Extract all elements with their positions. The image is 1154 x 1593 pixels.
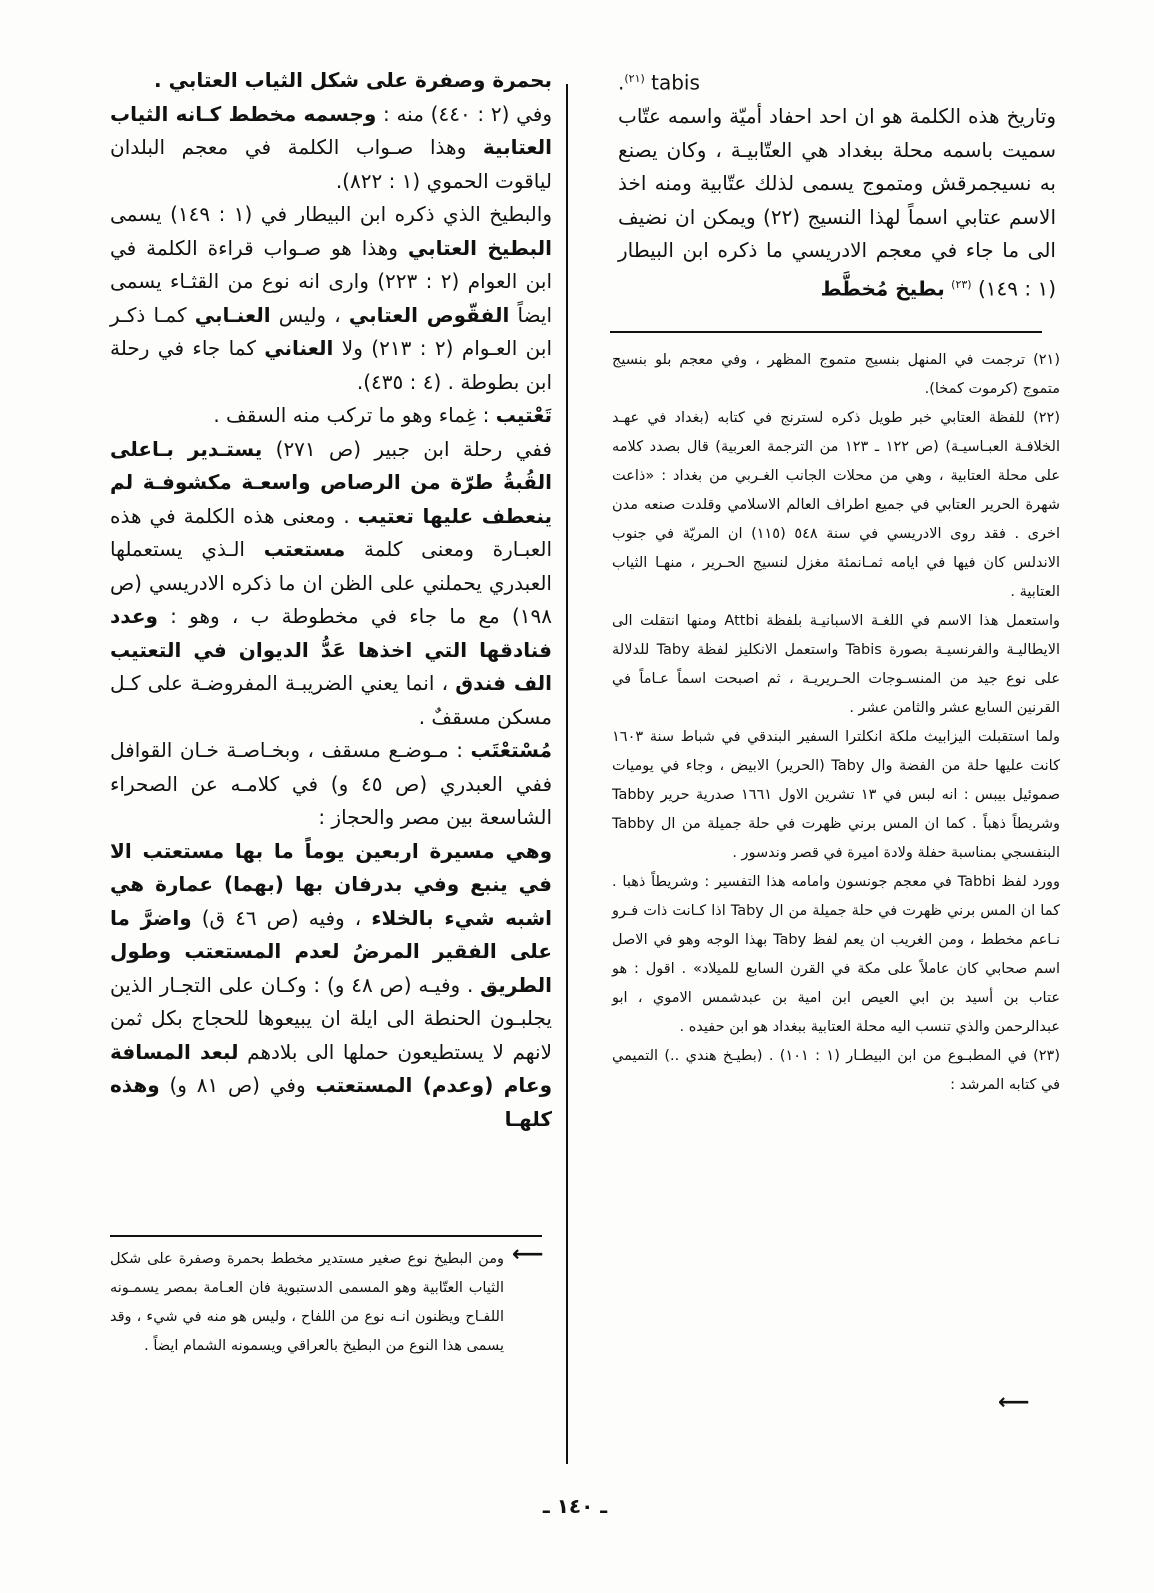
left-column-body [110, 64, 552, 1136]
left-paragraph: بحمرة وصفرة على شكل الثياب العتابي . [154, 68, 552, 92]
right-column-lead: tabis $^{(٢١)}$. [618, 70, 700, 95]
page-number: ـ ١٤٠ ـ [542, 1494, 608, 1518]
footnote-21: (٢١) ترجمت في المنهل بنسيج متموج المظهر ، وفي معجم بلو بنسيج متموج (كرموت كمخا). [612, 352, 1060, 397]
left-paragraph: وفي (٢ : ٤٤٠) منه : وجسمه مخطط كـانه الثياب العتابية وهذا صـواب الكلمة في معجم البلدان لياقوت الحموي (١ : ٨٢٢). [110, 101, 553, 193]
left-footnote-text: ومن البطيخ نوع صغير مستدير مخطط بحمرة وصفرة على شكل الثياب العتّابية وهو المسمى الدستبوية فان العـامة بمصر يسمـونه اللفـاح ويظنون انـه نوع من اللفاح ، وليس هو منه في شيء ، وقد يسمى هذا النوع من البطيخ بالعراقي ويسمونه الشمام ايضاً . [110, 1251, 504, 1354]
footnote-divider-left [110, 1235, 542, 1237]
footnote-divider-right [610, 331, 1042, 333]
left-footnote [110, 1245, 540, 1361]
footnote-22-continued: واستعمل هذا الاسم في اللغـة الاسبانيـة بلفظة Attbi ومنها انتقلت الى الايطاليـة والفرنسيـة بصورة Tabis واستعمل الانكليز لفظة Taby للدلالة على نوع جيد من المنسـوجات الحـريريـة ، ثم اصبحت اسماً عـاماً في القرنين السابع عشر والثامن عشر . [612, 613, 1061, 716]
right-column-paragraph: وتاريخ هذه الكلمة هو ان احد احفاد أميّة واسمه عتّاب سميت باسمه محلة ببغداد هي العتّابيـة ، وكان يصنع به نسيجمرقش ومتموج يسمى لذلك عتّابية ومنه اخذ الاسم عتابي اسماً لهذا النسيج (٢٢) ويمكن ان نضيف الى ما جاء في معجم الادريسي ما ذكره ابن البيطار (١ : ١٤٩) $^{(٢٣)}$ بطيخ مُخطَّط [618, 104, 1056, 301]
footnote-22-continued: ولما استقبلت اليزابيث ملكة انكلترا السفير البندقي في شباط سنة ١٦٠٣ كانت عليها حلة من الفضة وال Taby (الحرير) الابيض ، وجاء في يوميات صموئيل بيبس : انه لبس في ١٣ تشرين الاول ١٦٦١ صدرية حرير Tabby وشريطاً ذهباً . كما ان المس برني ظهرت في حلة جميلة من ال Tabby البنفسجي بمناسبة حفلة ولادة اميرة في قصر وندسور . [612, 729, 1061, 861]
left-paragraph: وهي مسيرة اربعين يوماً ما بها مستعتب الا في ينبع وفي بدرفان بها (بهما) عمارة هي اشبه شيء بالخلاء ، وفيه (ص ٤٦ ق) واضرَّ ما على الفقير المرضُ لعدم المستعتب وطول الطريق . وفيـه (ص ٤٨ و) : وكـان على التجـار الذين يجلبـون الحنطة الى ايلة ان يبيعوها للحجاج بكل ثمن لانهم لا يستطيعون حملها الى بلادهم لبعد المسافة وعام (وعدم) المستعتب وفي (ص ٨١ و) وهذه كلهـا [110, 838, 553, 1131]
footnote-22: (٢٢) للفظة العتابي خبر طويل ذكره لسترنج في كتابه (بغداد في عهـد الخلافـة العبـاسيـة) (ص ١٢٢ ـ ١٢٣ من الترجمة العربية) قال بصدد كلامه على محلة العتابية ، وهي من محلات الجانب الغـربي من بغداد : «ذاعت شهرة الحرير العتابي في جميع اطراف العالم الاسلامي وقلدت صنعه مدن اخرى . فقد روى الادريسي في سنة ٥٤٨ (١١٥) ان المريّة في جنوب الاندلس كان فيها في ايامه ثمـانمئة مغزل لنسيج الحـرير ، منهـا الثياب العتابية . [612, 410, 1060, 600]
left-paragraph: تَعْتيب : غِماء وهو ما تركب منه السقف . [213, 403, 552, 427]
right-column-body [618, 62, 1056, 306]
continuation-arrow-icon: ⟵ [998, 1390, 1030, 1415]
left-paragraph: ففي رحلة ابن جبير (ص ٢٧١) يستـدير بـاعلى القُبةُ طرّة من الرصاص واسعـة مكشوفـة لم ينعطف عليها تعتيب . ومعنى هذه الكلمة في هذه العبـارة ومعنى كلمة مستعتب الـذي يستعملها العبدري يحملني على الظن ان ما ذكره الادريسي (ص ١٩٨) مع ما جاء في مخطوطة ب ، وهو : وعدد فنادقها التي اخذها عَدُّ الديوان في التعتيب الف فندق ، انما يعني الضريبـة المفروضـة على كـل مسكن مسقفٌ . [110, 436, 553, 729]
column-divider [566, 84, 568, 1464]
footnote-22-continued: وورد لفظ Tabbi في معجم جونسون وامامه هذا التفسير : وشريطاً ذهبا . كما ان المس برني ظهرت في حلة جميلة من ال Taby اذا كـانت ذات فـرو نـاعم مخطط ، ومن الغريب ان يعم لفظ Taby بهذا الوجه وهو في الاصل اسم صحابي كان عاملاً على مكة في القرن السابع للميلاد» . اقول : هو عتاب بن أسيد بن ابي العيص ابن امية بن عبدشمس الاموي ، ابو عبدالرحمن والذي تنسب اليه محلة العتابية ببغداد هو ابن حفيده . [612, 874, 1060, 1035]
continuation-arrow-icon: ⟵ [512, 1242, 544, 1267]
right-footnotes [612, 346, 1060, 1100]
footnote-23: (٢٣) في المطبـوع من ابن البيطـار (١ : ١٠١) . (بطيـخ هندي ..) التميمي في كتابه المرشد : [612, 1048, 1060, 1093]
left-paragraph: والبطيخ الذي ذكره ابن البيطار في (١ : ١٤٩) يسمى البطيخ العتابي وهذا هو صـواب قراءة الكلمة في ابن العوام (٢ : ٢٢٣) وارى انه نوع من القثـاء يسمى ايضاً الفقّوص العتابي ، وليس العنـابي كمـا ذكـر ابن العـوام (٢ : ٢١٣) ولا العناني كما جاء في رحلة ابن بطوطة . (٤ : ٤٣٥). [110, 202, 553, 394]
left-paragraph: مُسْتعْتَب : مـوضـع مسقف ، وبخـاصـة خـان القوافل ففي العبدري (ص ٤٥ و) في كلامـه عن الصحراء الشاسعة بين مصر والحجاز : [110, 738, 553, 829]
